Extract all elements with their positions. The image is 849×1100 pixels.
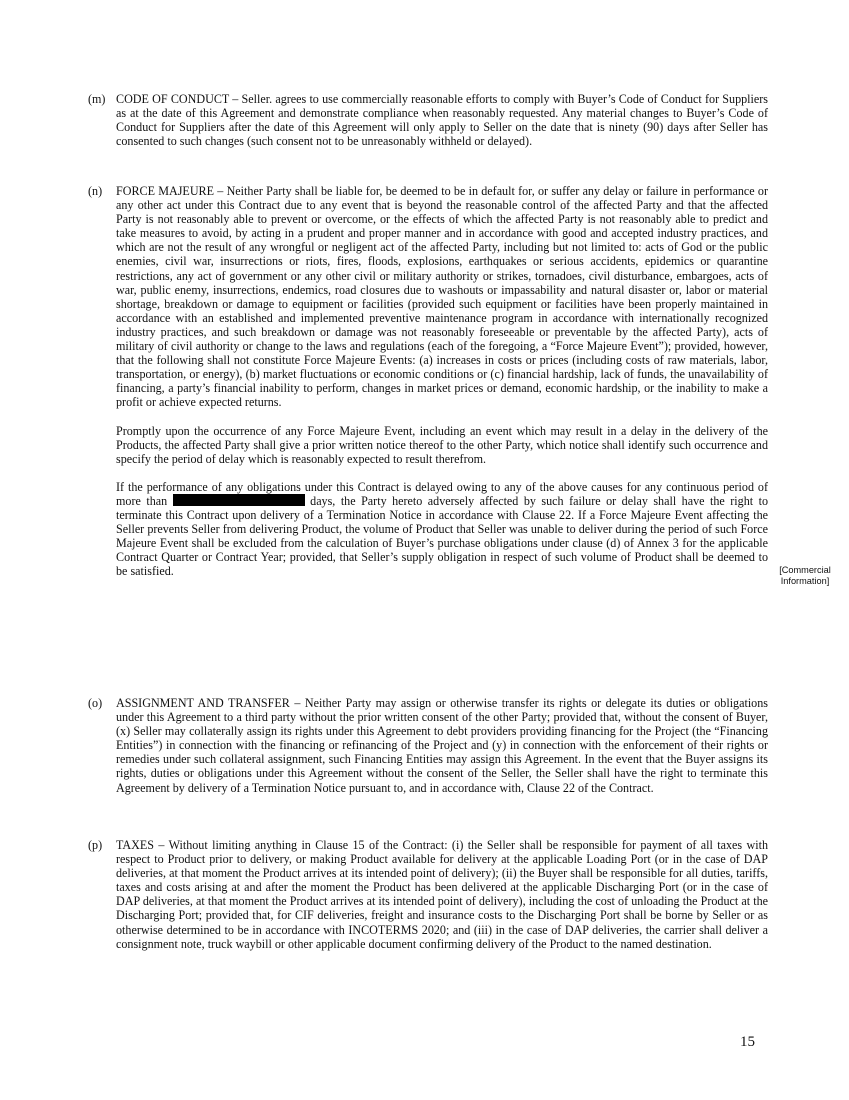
margin-note-commercial-information: [Commercial Information]: [779, 565, 831, 586]
clause-n-force-majeure: [88, 184, 768, 578]
clause-paragraph: FORCE MAJEURE – Neither Party shall be liable for, be deemed to be in default for, or suffer any delay or failure in performance or any other act under this Contract due to any event that is beyond the reasonable control of the affected Party and that the affected Party is not reasonably able to prevent or overcome, or the effects of which the affected Party is not reasonably able to predict and take measures to avoid, by acting in a prudent and proper manner and in accordance with good and accepted industry practices, and which are not the result of any wrongful or negligent act of the affected Party, including but not limited to: acts of God or the public enemies, civil war, insurrections or riots, fires, floods, explosions, earthquakes or serious accidents, epidemics or quarantine restrictions, any act of government or any other civil or military authority or strikes, tornadoes, civil disturbance, embargoes, acts of war, public enemy, insurrections, endemics, road closures due to washouts or impassability and natural disaster or, labor or material shortage, breakdown or damage to equipment or facilities (provided such equipment or facilities have been properly maintained in accordance with an established and implemented preventive maintenance program in accordance with internationally recognized industry practices, and such breakdown or damage was not reasonably foreseeable or preventable by the affected Party), acts of military of civil authority or change to the laws and regulations (each of the foregoing, a “Force Majeure Event”); provided, however, that the following shall not constitute Force Majeure Events: (a) increases in costs or prices (including costs of raw materials, labor, transportation, or energy), (b) market fluctuations or economic conditions or (c) financial hardship, lack of funds, the unavailability of financing, a party’s financial inability to perform, changes in market prices or demand, economic hardship, or the inability to make a profit or achieve expected returns.: [116, 184, 768, 410]
clause-marker: (m): [88, 92, 106, 106]
paragraph-text-before-redaction: If the performance of any obligations under this Contract is delayed owing to any of the above causes for any continuous period of more than: [116, 479, 768, 508]
clause-paragraph: Promptly upon the occurrence of any Force Majeure Event, including an event which may result in a delay in the delivery of the Products, the affected Party shall give a prior written notice thereof to the other Party, which notice shall identify such occurrence and specify the period of delay which is reasonably expected to result therefrom.: [116, 423, 768, 466]
page-number: 15: [740, 1034, 755, 1050]
clause-m-code-of-conduct: [88, 92, 768, 148]
clause-marker: (p): [88, 838, 103, 852]
clause-body: [116, 696, 768, 795]
paragraph-text-after-redaction: days, the Party hereto adversely affected by such failure or delay shall have the right to terminate this Contract upon delivery of a Termination Notice in accordance with Clause 22. If a Force Majeure Event affecting the Seller prevents Seller from delivering Product, the volume of Product that Seller was unable to deliver during the period of such Force Majeure Event shall be excluded from the calculation of Buyer’s purchase obligations under clause (d) of Annex 3 for the applicable Contract Quarter or Contract Year; provided, that Seller’s supply obligation in respect of such volume of Product shall be deemed to be satisfied.: [116, 493, 768, 579]
clause-p-taxes: [88, 838, 768, 951]
clause-body: [116, 838, 768, 951]
clause-body: [116, 92, 768, 148]
redaction-box: [173, 494, 305, 506]
clause-marker: (o): [88, 696, 103, 710]
clause-o-assignment-and-transfer: [88, 696, 768, 795]
clause-paragraph: ASSIGNMENT AND TRANSFER – Neither Party may assign or otherwise transfer its rights or delegate its duties or obligations under this Agreement to a third party without the prior written consent of the other Party; provided that, without the consent of Buyer, (x) Seller may collaterally assign its rights under this Agreement to debt providers providing financing for the Project (the “Financing Entities”) in connection with the financing or refinancing of the Project and (y) in connection with the enforcement of their rights or remedies under such collateral assignment, such Financing Entities may assign this Agreement. In the event that the Buyer assigns its rights, duties or obligations under this Agreement without the consent of the Seller, the Seller shall have the right to terminate this Agreement by delivery of a Termination Notice pursuant to, and in accordance with, Clause 22 of the Contract.: [116, 696, 768, 795]
clause-paragraph: CODE OF CONDUCT – Seller. agrees to use commercially reasonable efforts to comply with Buyer’s Code of Conduct for Suppliers as at the date of this Agreement and demonstrate compliance when reasonably requested. Any material changes to Buyer’s Code of Conduct for Suppliers after the date of this Agreement will only apply to Seller on the date that is ninety (90) days after Seller has consented to such changes (such consent not to be unreasonably withheld or delayed).: [116, 92, 768, 149]
clause-paragraph: TAXES – Without limiting anything in Clause 15 of the Contract: (i) the Seller shall be responsible for payment of all taxes with respect to Product prior to delivery, or making Product available for delivery at the applicable Loading Port (or in the case of DAP deliveries, at that moment the Product arrives at its intended point of delivery); (ii) the Buyer shall be responsible for all duties, tariffs, taxes and costs arising at and after the moment the Product has been delivered at the applicable Discharging Port (or in the case of DAP deliveries, at that moment the Product arrives at its intended point of delivery), including the cost of unloading the Product at the Discharging Port; provided that, for CIF deliveries, freight and insurance costs to the Discharging Port shall be borne by Seller or as otherwise determined to be in accordance with INCOTERMS 2020; and (iii) in the case of DAP deliveries, the carrier shall deliver a consignment note, truck waybill or other applicable document confirming delivery of the Product to the named destination.: [116, 838, 768, 951]
clause-body: [116, 184, 768, 578]
clause-paragraph-redacted: [116, 480, 768, 579]
clause-marker: (n): [88, 184, 103, 198]
